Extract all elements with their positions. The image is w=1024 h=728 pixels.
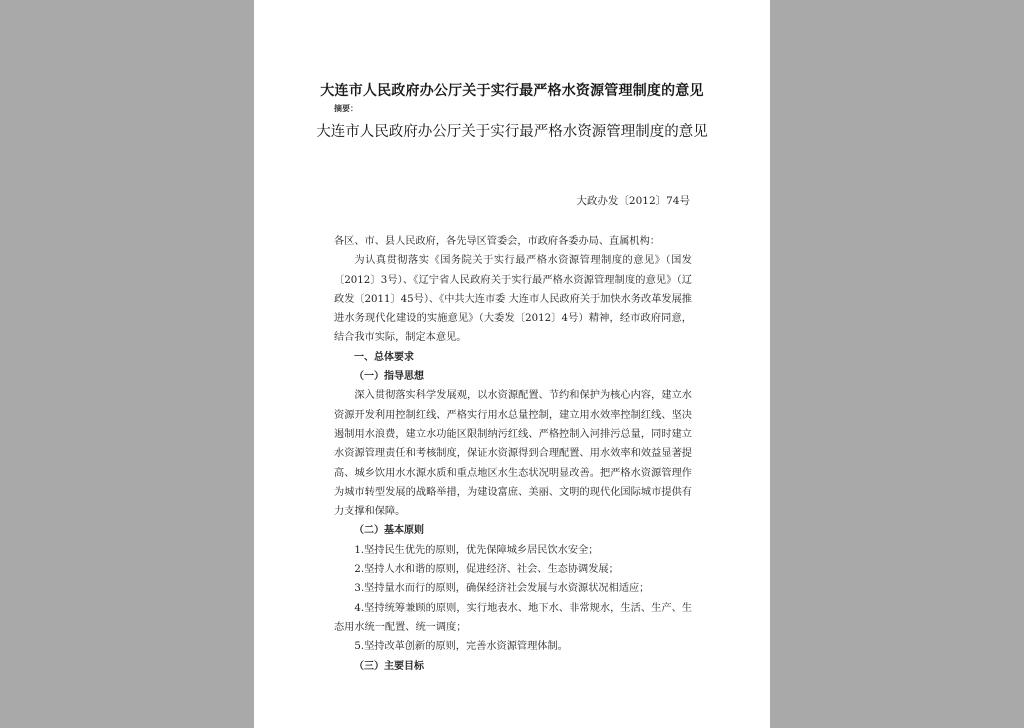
section-heading-general: 一、总体要求 [354,351,414,363]
document-page [254,0,770,728]
preamble-paragraph: 为认真贯彻落实《国务院关于实行最严格水资源管理制度的意见》（国发〔2012〕3号）、《辽宁省人民政府关于实行最严格水资源管理制度的意见》（辽政发〔2011〕45号）、《中共大连市委 大连市人民政府关于加快水务改革发展推进水务现代化建设的实施意见》（大委发〔2012〕4号）精神，经市政府同意，结合我市实际，制定本意见。 [334,255,692,344]
principle-item: 2.坚持人水和谐的原则，促进经济、社会、生态协调发展； [354,564,619,576]
salutation: 各区、市、县人民政府，各先导区管委会，市政府各委办局、直属机构： [334,236,660,247]
principle-item: 1.坚持民生优先的原则，优先保障城乡居民饮水安全； [354,544,599,556]
principle-item: 5.坚持改革创新的原则，完善水资源管理体制。 [354,641,568,653]
principle-item: 3.坚持量水而行的原则，确保经济社会发展与水资源状况相适应； [354,583,650,595]
document-title: 大连市人民政府办公厅关于实行最严格水资源管理制度的意见 [316,124,708,140]
subsection-heading-goals: （三）主要目标 [354,660,424,672]
header-title: 大连市人民政府办公厅关于实行最严格水资源管理制度的意见 [320,83,704,99]
subsection-heading-guiding: （一）指导思想 [354,371,424,383]
guiding-paragraph: 深入贯彻落实科学发展观，以水资源配置、节约和保护为核心内容，建立水资源开发利用控制红线、严格实行用水总量控制，建立用水效率控制红线、坚决遏制用水浪费，建立水功能区限制纳污红线、严格控制入河排污总量，同时建立水资源管理责任和考核制度，保证水资源得到合理配置、用水效率和效益显著提高、城乡饮用水水源水质和重点地区水生态状况明显改善。把严格水资源管理作为城市转型发展的战略举措，为建设富庶、美丽、文明的现代化国际城市提供有力支撑和保障。 [334,390,692,518]
abstract-label: 摘要： [334,104,358,113]
document-number: 大政办发〔2012〕74号 [576,195,690,207]
document-body [334,232,692,676]
principle-item: 4.坚持统筹兼顾的原则，实行地表水、地下水、非常规水，生活、生产、生态用水统一配置、统一调度； [334,602,692,633]
subsection-heading-principles: （二）基本原则 [354,525,424,537]
